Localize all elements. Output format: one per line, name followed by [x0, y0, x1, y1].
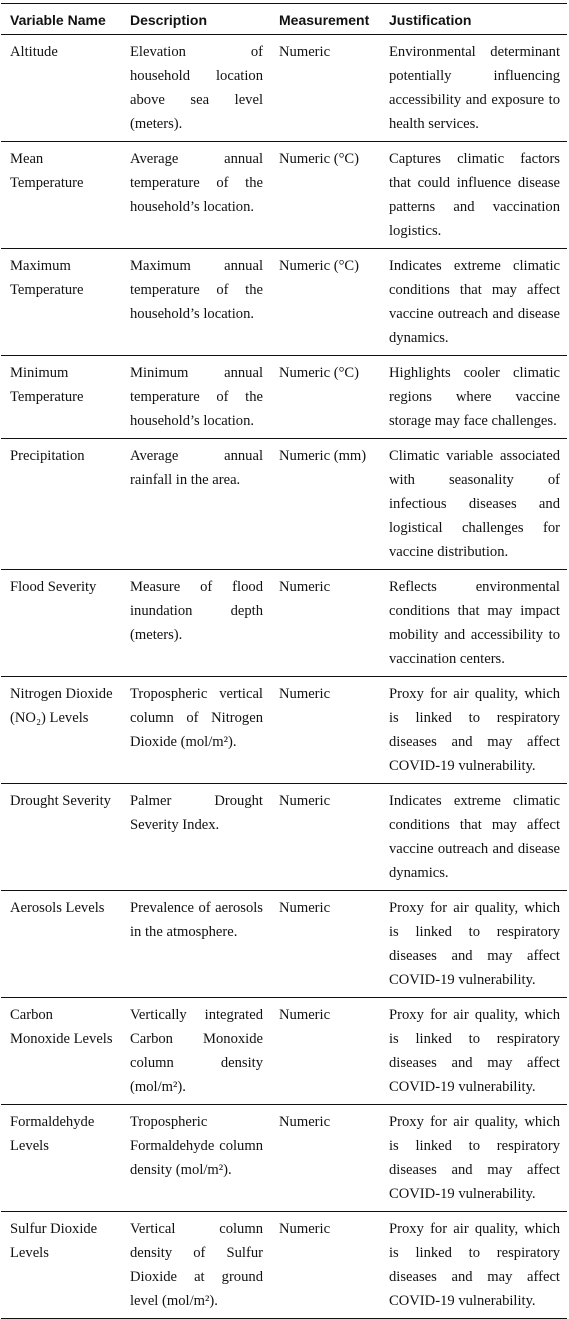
cell-justification: Proxy for air quality, which is linked to respiratory diseases and may affect COVID-19 vulnerability. — [389, 1221, 560, 1309]
cell-description: Palmer Drought Severity Index. — [130, 793, 263, 833]
cell-variable-name: Drought Severity — [10, 793, 111, 809]
header-row — [1, 4, 567, 35]
table-row — [1, 677, 567, 784]
cell-measurement: Numeric — [279, 900, 331, 916]
cell-variable-name: Minimum Temperature — [10, 365, 84, 405]
cell-variable-name: Carbon Monoxide Levels — [10, 1007, 113, 1047]
table-row — [1, 1105, 567, 1212]
cell-variable-name: Flood Severity — [10, 579, 97, 595]
cell-variable-name: Precipitation — [10, 448, 85, 464]
header-variable-name: Variable Name — [10, 12, 106, 28]
cell-description: Prevalence of aerosols in the atmosphere. — [130, 900, 263, 940]
cell-description: Vertically integrated Carbon Monoxide column density (mol/m²). — [130, 1007, 263, 1095]
table-row — [1, 142, 567, 249]
cell-justification: Reflects environmental conditions that may impact mobility and accessibility to vaccination centers. — [389, 579, 560, 667]
cell-measurement: Numeric (°C) — [279, 151, 359, 167]
cell-variable-name: Aerosols Levels — [10, 900, 105, 916]
cell-justification: Highlights cooler climatic regions where vaccine storage may face challenges. — [389, 365, 560, 429]
cell-justification: Proxy for air quality, which is linked to respiratory diseases and may affect COVID-19 vulnerability. — [389, 900, 560, 988]
table-row — [1, 998, 567, 1105]
cell-justification: Environmental determinant potentially influencing accessibility and exposure to health services. — [389, 44, 560, 132]
cell-measurement: Numeric — [279, 686, 331, 702]
cell-measurement: Numeric (°C) — [279, 258, 359, 274]
table-row — [1, 1212, 567, 1319]
header-description: Description — [130, 12, 208, 28]
cell-measurement: Numeric — [279, 1114, 331, 1130]
table-row — [1, 784, 567, 891]
cell-variable-name: Mean Temperature — [10, 151, 84, 191]
cell-justification: Indicates extreme climatic conditions that may affect vaccine outreach and disease dynamics. — [389, 258, 560, 346]
cell-measurement: Numeric (mm) — [279, 448, 367, 464]
cell-description: Elevation of household location above sea level (meters). — [130, 44, 263, 132]
cell-description: Average annual rainfall in the area. — [130, 448, 263, 488]
table-row — [1, 439, 567, 570]
header-justification: Justification — [389, 12, 472, 28]
cell-description: Vertical column density of Sulfur Dioxide at ground level (mol/m²). — [130, 1221, 263, 1309]
cell-measurement: Numeric — [279, 1007, 331, 1023]
cell-variable-name: Formaldehyde Levels — [10, 1114, 95, 1154]
cell-variable-name: Nitrogen Dioxide (NO₂) Levels — [10, 686, 113, 726]
cell-justification: Proxy for air quality, which is linked to respiratory diseases and may affect COVID-19 vulnerability. — [389, 686, 560, 774]
cell-description: Maximum annual temperature of the household’s location. — [130, 258, 263, 322]
cell-variable-name: Sulfur Dioxide Levels — [10, 1221, 98, 1261]
cell-description: Average annual temperature of the household’s location. — [130, 151, 263, 215]
cell-justification: Climatic variable associated with seasonality of infectious diseases and logistical challenges for vaccine distribution. — [389, 448, 560, 560]
cell-measurement: Numeric (°C) — [279, 365, 359, 381]
cell-justification: Proxy for air quality, which is linked to respiratory diseases and may affect COVID-19 vulnerability. — [389, 1007, 560, 1095]
cell-measurement: Numeric — [279, 44, 331, 60]
header-measurement: Measurement — [279, 12, 370, 28]
table-body — [1, 35, 567, 1319]
table-row — [1, 356, 567, 439]
cell-justification: Indicates extreme climatic conditions that may affect vaccine outreach and disease dynamics. — [389, 793, 560, 881]
cell-justification: Captures climatic factors that could influence disease patterns and vaccination logistics. — [389, 151, 560, 239]
table-row — [1, 249, 567, 356]
table-row — [1, 891, 567, 998]
cell-description: Tropospheric vertical column of Nitrogen Dioxide (mol/m²). — [130, 686, 263, 750]
cell-description: Tropospheric Formaldehyde column density (mol/m²). — [130, 1114, 263, 1178]
cell-measurement: Numeric — [279, 579, 331, 595]
cell-description: Minimum annual temperature of the household’s location. — [130, 365, 263, 429]
cell-justification: Proxy for air quality, which is linked to respiratory diseases and may affect COVID-19 vulnerability. — [389, 1114, 560, 1202]
table-header — [1, 4, 567, 35]
table-row — [1, 570, 567, 677]
cell-measurement: Numeric — [279, 793, 331, 809]
table-row — [1, 35, 567, 142]
cell-measurement: Numeric — [279, 1221, 331, 1237]
variables-table — [1, 3, 567, 1319]
cell-variable-name: Maximum Temperature — [10, 258, 84, 298]
cell-description: Measure of flood inundation depth (meters). — [130, 579, 263, 643]
cell-variable-name: Altitude — [10, 44, 58, 60]
